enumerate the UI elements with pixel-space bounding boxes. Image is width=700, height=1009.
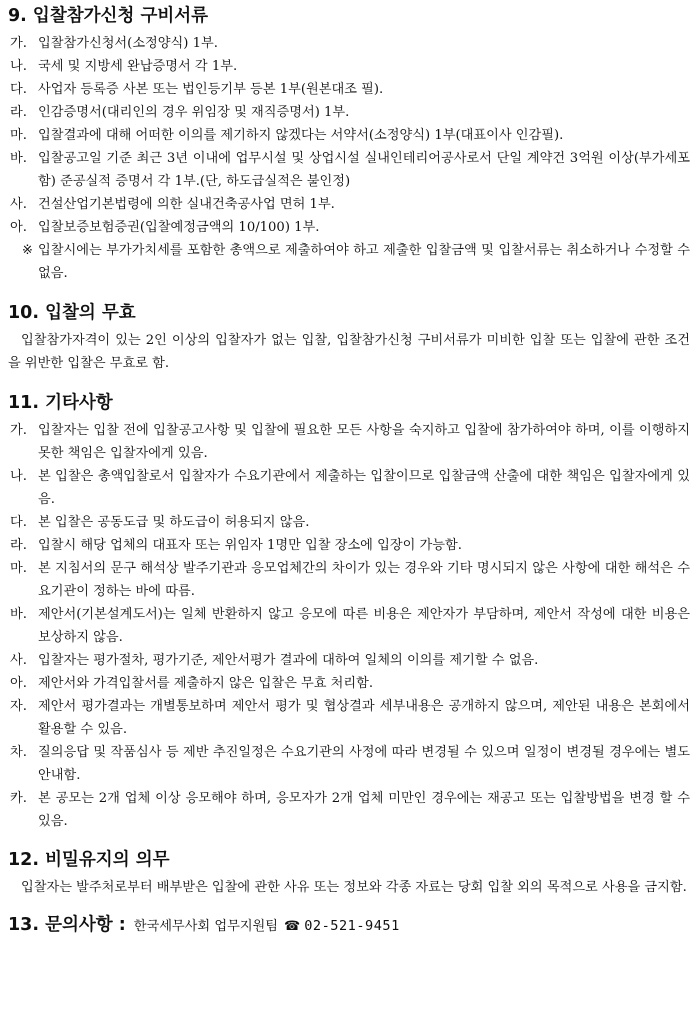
list-item-text: 본 입찰은 총액입찰로서 입찰자가 수요기관에서 제출하는 입찰이므로 입찰금액 산출에 대한 책임은 입찰자에게 있음. (38, 469, 690, 507)
list-item-text: 입찰참가신청서(소정양식) 1부. (38, 36, 218, 51)
section-confidentiality (8, 848, 690, 899)
list-item (8, 649, 690, 672)
phone-icon: ☎ (284, 919, 301, 934)
list-item-text: 인감증명서(대리인의 경우 위임장 및 재직증명서) 1부. (38, 105, 350, 120)
required-documents-list (8, 32, 690, 285)
list-marker: 아. (10, 220, 27, 235)
list-marker: 가. (10, 36, 27, 51)
section-inquiries (8, 913, 690, 937)
section-title: 9. 입찰참가신청 구비서류 (8, 6, 209, 26)
section-paragraph: 입찰자는 발주처로부터 배부받은 입찰에 관한 사유 또는 정보와 각종 자료는 당회 입찰 외의 목적으로 사용을 금지함. (21, 880, 687, 895)
list-item-text: 사업자 등록증 사본 또는 법인등기부 등본 1부(원본대조 필). (38, 82, 384, 97)
list-marker: 마. (10, 128, 27, 143)
list-marker: 자. (10, 699, 27, 714)
section-paragraph: 입찰참가자격이 있는 2인 이상의 입찰자가 없는 입찰, 입찰참가신청 구비서류가 미비한 입찰 또는 입찰에 관한 조건을 위반한 입찰은 무효로 함. (8, 333, 690, 371)
list-item-text: 본 공모는 2개 업체 이상 응모해야 하며, 응모자가 2개 업체 미만인 경우에는 재공고 또는 입찰방법을 변경 할 수 있음. (38, 791, 690, 829)
list-marker: 나. (10, 59, 27, 74)
list-marker: 나. (10, 469, 27, 484)
document-page (8, 4, 690, 937)
other-matters-list (8, 419, 690, 833)
section-other-matters (8, 391, 690, 833)
list-item (8, 216, 690, 239)
list-item (8, 32, 690, 55)
list-marker: 바. (10, 151, 27, 166)
list-item (8, 741, 690, 787)
list-item-text: 입찰결과에 대해 어떠한 이의를 제기하지 않겠다는 서약서(소정양식) 1부(대표이사 인감필). (38, 128, 564, 143)
list-item-text: 본 입찰은 공동도급 및 하도급이 허용되지 않음. (38, 515, 310, 530)
list-item-text: 제안서(기본설계도서)는 일체 반환하지 않고 응모에 따른 비용은 제안자가 부담하며, 제안서 작성에 대한 비용은 보상하지 않음. (38, 607, 690, 645)
list-marker: 라. (10, 538, 27, 553)
list-item (8, 101, 690, 124)
list-item-text: 입찰자는 평가절차, 평가기준, 제안서평가 결과에 대하여 일체의 이의를 제기할 수 없음. (38, 653, 539, 668)
phone-number[interactable]: 02-521-9451 (304, 918, 400, 934)
list-marker: 아. (10, 676, 27, 691)
list-item (8, 124, 690, 147)
list-item (8, 147, 690, 193)
list-item-text: 입찰공고일 기준 최근 3년 이내에 업무시설 및 상업시설 실내인테리어공사로서 단일 계약건 3억원 이상(부가세포함) 준공실적 증명서 각 1부.(단, 하도급실적은 불인정) (38, 151, 690, 189)
section-required-documents (8, 4, 690, 285)
list-item (8, 55, 690, 78)
list-marker: 다. (10, 82, 27, 97)
list-marker: 마. (10, 561, 27, 576)
list-item (8, 672, 690, 695)
list-item (8, 193, 690, 216)
list-item (8, 534, 690, 557)
list-item (8, 465, 690, 511)
list-item-text: 질의응답 및 작품심사 등 제반 추진일정은 수요기관의 사정에 따라 변경될 수 있으며 일정이 변경될 경우에는 별도 안내함. (38, 745, 690, 783)
list-marker: 가. (10, 423, 27, 438)
list-item-text: 입찰시 해당 업체의 대표자 또는 위임자 1명만 입찰 장소에 입장이 가능함. (38, 538, 462, 553)
note-item (8, 239, 690, 285)
section-title: 11. 기타사항 (8, 393, 113, 413)
list-item-text: 제안서와 가격입찰서를 제출하지 않은 입찰은 무효 처리함. (38, 676, 374, 691)
list-item-text: 본 지침서의 문구 해석상 발주기관과 응모업체간의 차이가 있는 경우와 기타 명시되지 않은 사항에 대한 해석은 수요기관이 정하는 바에 따름. (38, 561, 690, 599)
section-title: 13. 문의사항 (8, 915, 113, 935)
note-text: 입찰시에는 부가가치세를 포함한 총액으로 제출하여야 하고 제출한 입찰금액 및 입찰서류는 취소하거나 수정할 수 없음. (38, 243, 690, 281)
list-marker: 차. (10, 745, 27, 760)
list-item-text: 국세 및 지방세 완납증명서 각 1부. (38, 59, 238, 74)
list-item (8, 557, 690, 603)
list-marker: 다. (10, 515, 27, 530)
list-marker: 사. (10, 197, 27, 212)
list-marker: 바. (10, 607, 27, 622)
list-marker: 사. (10, 653, 27, 668)
section-title: 10. 입찰의 무효 (8, 303, 136, 323)
reference-mark-icon: ※ (22, 243, 34, 258)
list-marker: 카. (10, 791, 27, 806)
contact-department: 한국세무사회 업무지원팀 (133, 919, 279, 934)
list-item (8, 695, 690, 741)
list-item (8, 603, 690, 649)
title-colon: : (118, 915, 126, 935)
section-bid-invalidity (8, 301, 690, 375)
list-item (8, 78, 690, 101)
list-marker: 라. (10, 105, 27, 120)
section-title: 12. 비밀유지의 의무 (8, 850, 170, 870)
list-item-text: 입찰보증보험증권(입찰예정금액의 10/100) 1부. (38, 220, 320, 235)
list-item-text: 건설산업기본법령에 의한 실내건축공사업 면허 1부. (38, 197, 335, 212)
list-item (8, 787, 690, 833)
list-item-text: 제안서 평가결과는 개별통보하며 제안서 평가 및 협상결과 세부내용은 공개하지 않으며, 제안된 내용은 본회에서 활용할 수 있음. (38, 699, 690, 737)
list-item (8, 511, 690, 534)
list-item-text: 입찰자는 입찰 전에 입찰공고사항 및 입찰에 필요한 모든 사항을 숙지하고 입찰에 참가하여야 하며, 이를 이행하지 못한 책임은 입찰자에게 있음. (38, 423, 690, 461)
list-item (8, 419, 690, 465)
